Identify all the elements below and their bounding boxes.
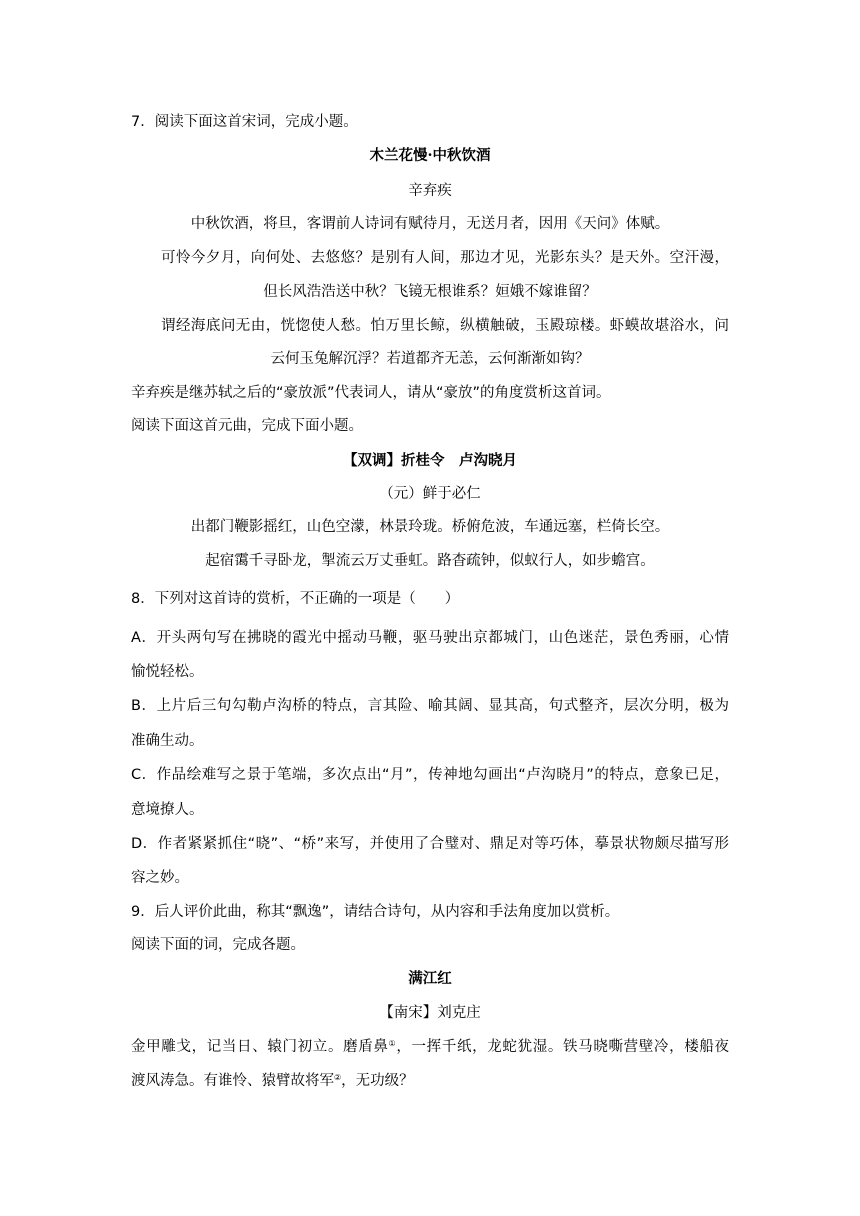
poem-preface: 中秋饮酒，将旦，客谓前人诗词有赋待月，无送月者，因用《天问》体赋。 xyxy=(190,216,670,232)
ci-verse-line xyxy=(131,1037,729,1057)
qu-author: （元）鲜于必仁 xyxy=(379,486,481,502)
poem-verse-line: 但长风浩浩送中秋？飞镜无根谁系？姮娥不嫁谁留？ xyxy=(263,284,597,300)
qu-title: 【双调】折桂令 卢沟晓月 xyxy=(343,452,517,469)
ci-verse-text: 渡风涛急。有谁怜、猿臂故将军 xyxy=(131,1073,334,1089)
poem-title: 木兰花慢·中秋饮酒 xyxy=(369,147,491,164)
ci-verse-text: 金甲雕戈，记当日、辕门初立。磨盾鼻 xyxy=(131,1039,389,1055)
ci-verse-line xyxy=(131,1071,414,1091)
option-b-line: B．上片后三句勾勒卢沟桥的特点，言其险、喻其阔、显其高，句式整齐，层次分明，极为 xyxy=(131,698,729,714)
ci-author: 【南宋】刘克庄 xyxy=(379,1005,481,1021)
footnote-marker: ① xyxy=(388,1039,397,1048)
option-a-line: 愉悦轻松。 xyxy=(131,664,204,680)
poem-author: 辛弃疾 xyxy=(408,183,452,199)
option-d-line: D．作者紧紧抓住“晓”、“桥”来写，并使用了合璧对、鼎足对等巧体，摹景状物颇尽描写形 xyxy=(131,836,729,852)
footnote-marker: ② xyxy=(334,1073,342,1082)
option-c-line: C．作品绘难写之景于笔端，多次点出“月”，传神地勾画出“卢沟晓月”的特点，意象已足， xyxy=(131,767,729,783)
ci-title: 满江红 xyxy=(408,970,452,987)
poem-verse-line: 谓经海底问无由，恍惚使人愁。怕万里长鲸，纵横触破，玉殿琼楼。虾蟆故堪浴水，问 xyxy=(161,318,729,334)
question-9-text: 9．后人评价此曲，称其“飘逸”，请结合诗句，从内容和手法角度加以赏析。 xyxy=(131,904,620,920)
option-c-line: 意境撩人。 xyxy=(131,802,204,818)
question-7-text: 辛弃疾是继苏轼之后的“豪放派”代表词人，请从“豪放”的角度赏析这首词。 xyxy=(131,385,611,401)
question-7-prompt: 7．阅读下面这首宋词，完成小题。 xyxy=(131,114,358,130)
poem-verse-line: 可怜今夕月，向何处、去悠悠？是别有人间，那边才见，光影东头？是天外。空汗漫， xyxy=(161,250,729,266)
question-8-text: 8．下列对这首诗的赏析，不正确的一项是（ ） xyxy=(131,591,460,607)
section-intro: 阅读下面这首元曲，完成下面小题。 xyxy=(131,418,363,434)
ci-verse-text: ，一挥千纸，龙蛇犹湿。铁马晓嘶营壁冷，楼船夜 xyxy=(396,1039,730,1055)
option-d-line: 容之妙。 xyxy=(131,870,189,886)
option-a-line: A．开头两句写在拂晓的霞光中摇动马鞭，驱马驶出京都城门，山色迷茫，景色秀丽，心情 xyxy=(131,630,729,646)
qu-verse-line: 出都门鞭影摇红，山色空濛，林景玲珑。桥俯危波，车通远塞，栏倚长空。 xyxy=(190,519,670,535)
ci-verse-text: ，无功级？ xyxy=(341,1073,414,1089)
qu-verse-line: 起宿霭千寻卧龙，掣流云万丈垂虹。路杳疏钟，似蚁行人，如步蟾宫。 xyxy=(205,553,655,569)
option-b-line: 准确生动。 xyxy=(131,733,204,749)
section-intro: 阅读下面的词，完成各题。 xyxy=(131,937,305,953)
poem-verse-line: 云何玉兔解沉浮？若道都齐无恙，云何渐渐如钩？ xyxy=(270,351,590,367)
